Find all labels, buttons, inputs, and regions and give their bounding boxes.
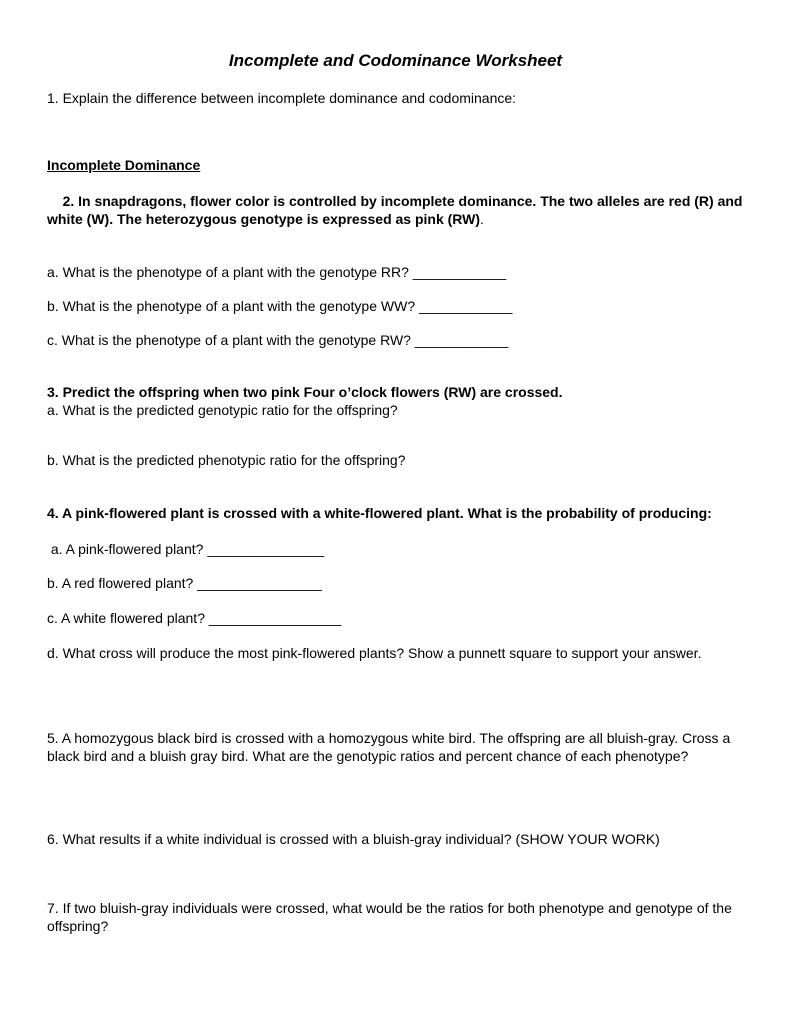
section-heading-incomplete-dominance: Incomplete Dominance [47, 157, 201, 173]
question-2-tail: . [480, 211, 484, 227]
question-2b: b. What is the phenotype of a plant with the genotype WW? ____________ [47, 298, 513, 314]
question-6: 6. What results if a white individual is crossed with a bluish-gray individual? (SHOW YOUR WORK) [47, 831, 660, 847]
question-5: 5. A homozygous black bird is crossed with a homozygous white bird. The offspring are all bluish-gray. Cross a black bird and a bluish gray bird. What are the genotypic ratios and percent chance of each phenotype? [47, 730, 735, 764]
question-4: 4. A pink-flowered plant is crossed with a white-flowered plant. What is the probability of producing: [47, 505, 712, 521]
question-7: 7. If two bluish-gray individuals were crossed, what would be the ratios for both phenotype and genotype of the offspring? [47, 900, 736, 934]
question-3-block [47, 383, 744, 419]
question-1: 1. Explain the difference between incomplete dominance and codominance: [47, 90, 517, 106]
question-4d: d. What cross will produce the most pink-flowered plants? Show a punnett square to support your answer. [47, 645, 702, 661]
question-2c: c. What is the phenotype of a plant with the genotype RW? ____________ [47, 332, 509, 348]
worksheet-title: Incomplete and Codominance Worksheet [228, 51, 563, 70]
question-2 [47, 174, 747, 246]
question-4a: a. A pink-flowered plant? _______________ [47, 541, 325, 557]
question-3a: a. What is the predicted genotypic ratio for the offspring? [47, 402, 398, 418]
question-3b: b. What is the predicted phenotypic ratio for the offspring? [47, 452, 406, 468]
question-2-bold-text: 2. In snapdragons, flower color is controlled by incomplete dominance. The two alleles are red (R) and white (W). The heterozygous genotype is expressed as pink (RW) [47, 193, 747, 227]
question-3: 3. Predict the offspring when two pink Four o’clock flowers (RW) are crossed. [47, 384, 563, 400]
question-2a: a. What is the phenotype of a plant with the genotype RR? ____________ [47, 264, 507, 280]
question-4b: b. A red flowered plant? ________________ [47, 575, 322, 591]
question-4c: c. A white flowered plant? _________________ [47, 610, 342, 626]
